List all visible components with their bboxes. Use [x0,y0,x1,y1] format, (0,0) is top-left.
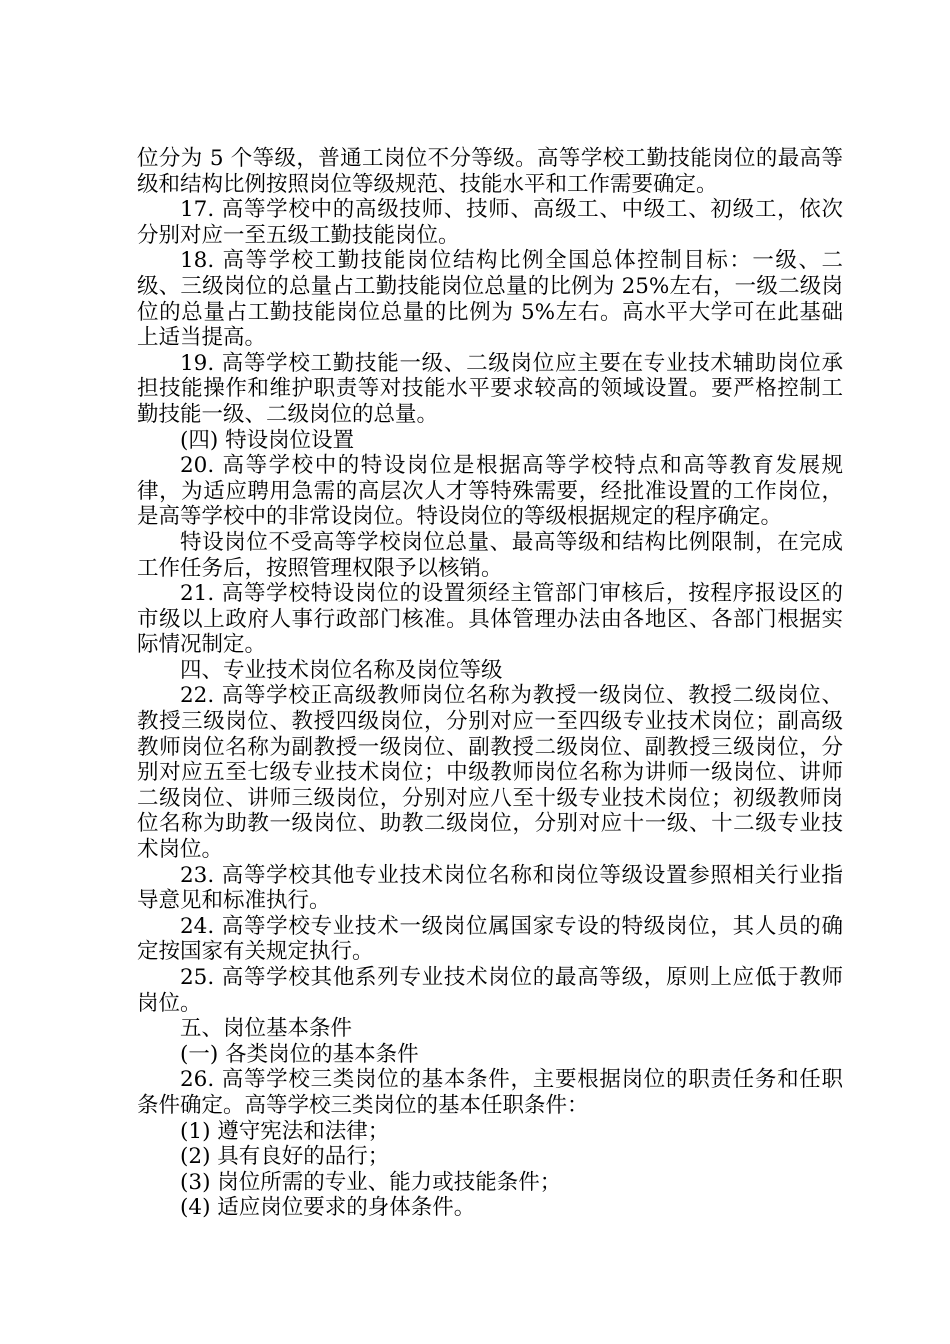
section-heading-basic-conditions: 五、岗位基本条件 [180,1016,353,1042]
subsection-heading-basic-conditions: (一) 各类岗位的基本条件 [180,1041,419,1067]
clause-25: 25. 高等学校其他系列专业技术岗位的最高等级，原则上应低于教师岗位。 [137,965,843,1016]
clause-18: 18. 高等学校工勤技能岗位结构比例全国总体控制目标：一级、二级、三级岗位的总量占工勤技能岗位总量的比例为 25%左右，一级二级岗位的总量占工勤技能岗位总量的比例为 5%左右。高水平大学可在此基础上适当提高。 [137,248,843,351]
paragraph-special-posts-limits: 特设岗位不受高等学校岗位总量、最高等级和结构比例限制，在完成工作任务后，按照管理权限予以核销。 [137,529,843,581]
clause-20: 20. 高等学校中的特设岗位是根据高等学校特点和高等教育发展规律，为适应聘用急需的高层次人才等特殊需要，经批准设置的工作岗位，是高等学校中的非常设岗位。特设岗位的等级根据规定的程序确定。 [137,453,843,530]
list-item-condition-1: (1) 遵守宪法和法律； [180,1118,390,1144]
clause-26: 26. 高等学校三类岗位的基本条件，主要根据岗位的职责任务和任职条件确定。高等学校三类岗位的基本任职条件： [137,1067,843,1118]
section-heading-professional-posts: 四、专业技术岗位名称及岗位等级 [180,657,503,683]
paragraph-continuation: 位分为 5 个等级，普通工岗位不分等级。高等学校工勤技能岗位的最高等级和结构比例按照岗位等级规范、技能水平和工作需要确定。 [137,146,843,197]
clause-22: 22. 高等学校正高级教师岗位名称为教授一级岗位、教授二级岗位、教授三级岗位、教授四级岗位，分别对应一至四级专业技术岗位；副高级教师岗位名称为副教授一级岗位、副教授二级岗位、副教授三级岗位，分别对应五至七级专业技术岗位；中级教师岗位名称为讲师一级岗位、讲师二级岗位、讲师三级岗位，分别对应八至十级专业技术岗位；初级教师岗位名称为助教一级岗位、助教二级岗位，分别对应十一级、十二级专业技术岗位。 [137,683,843,863]
list-item-condition-4: (4) 适应岗位要求的身体条件。 [180,1195,476,1221]
clause-19: 19. 高等学校工勤技能一级、二级岗位应主要在专业技术辅助岗位承担技能操作和维护职责等对技能水平要求较高的领域设置。要严格控制工勤技能一级、二级岗位的总量。 [137,350,843,427]
document-body [137,146,843,1221]
clause-24: 24. 高等学校专业技术一级岗位属国家专设的特级岗位，其人员的确定按国家有关规定执行。 [137,913,843,965]
section-heading-special-posts: (四) 特设岗位设置 [180,427,355,453]
list-item-condition-3: (3) 岗位所需的专业、能力或技能条件； [180,1169,562,1195]
clause-21: 21. 高等学校特设岗位的设置须经主管部门审核后，按程序报设区的市级以上政府人事行政部门核准。具体管理办法由各地区、各部门根据实际情况制定。 [137,581,843,658]
clause-23: 23. 高等学校其他专业技术岗位名称和岗位等级设置参照相关行业指导意见和标准执行。 [137,862,843,914]
clause-17: 17. 高等学校中的高级技师、技师、高级工、中级工、初级工，依次分别对应一至五级工勤技能岗位。 [137,197,843,248]
list-item-condition-2: (2) 具有良好的品行； [180,1144,390,1170]
